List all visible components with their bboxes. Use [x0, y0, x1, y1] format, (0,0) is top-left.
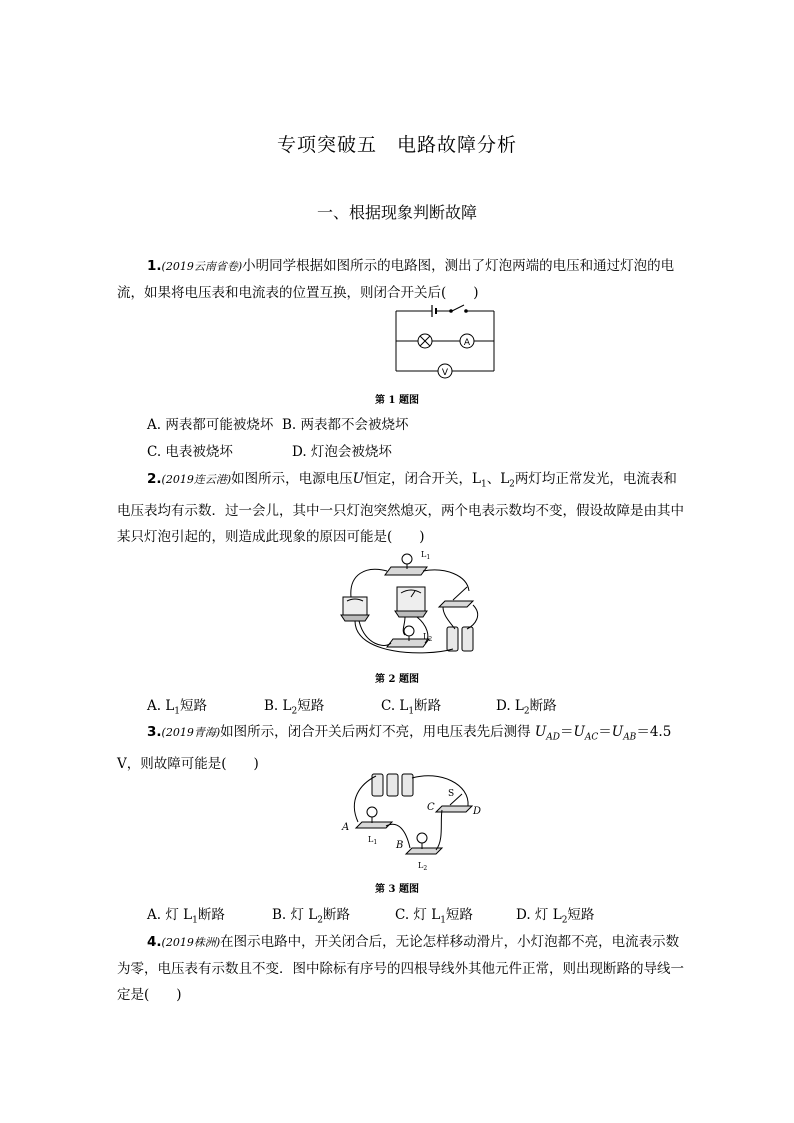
page-title: 专项突破五 电路故障分析 [276, 134, 517, 156]
circuit-diagram-3 [340, 770, 490, 874]
question-4 [117, 929, 687, 1008]
variable-u: U [352, 471, 364, 487]
question-text: 、L [486, 471, 510, 487]
question-1 [117, 253, 687, 306]
question-text: 小明同学根据如图所示的电路图，测出了灯泡两端的电压和通过灯泡的电流，如果将电压表和电流表的位置互换，则闭合开关后( ) [117, 258, 675, 301]
option-b: B. 灯 $L_2$断路 [272, 907, 350, 926]
subscript: 2 [509, 479, 515, 490]
point-a-label: A [342, 822, 350, 833]
option-a: A. 灯 $L_1$断路 [147, 907, 225, 926]
option-c: C. $L_1$断路 [381, 698, 442, 717]
figure-caption-1: 第 1 题图 [375, 395, 419, 406]
option-a: A. 两表都可能被烧坏 [147, 417, 274, 433]
question-text: 在图示电路中，开关闭合后，无论怎样移动滑片，小灯泡都不亮，电流表示数为零，电压表有示数且不变．图中除标有序号的四根导线外其他元件正常，则出现断路的导线一定是( ) [117, 934, 684, 1003]
switch-label: S [448, 789, 455, 799]
question-2 [117, 466, 687, 550]
subscript: 1 [480, 479, 487, 490]
question-text: 4.5 V，则故障可能是( ) [117, 724, 672, 772]
question-number: 4. [147, 934, 162, 950]
question-text: 如图所示，电源电压 [231, 471, 353, 487]
figure-caption-2: 第 2 题图 [375, 674, 419, 685]
lamp-l2-label: $L_2$ [418, 861, 428, 872]
question-number: 3. [147, 724, 162, 740]
question-number: 2. [147, 471, 162, 487]
option-b: B. 两表都不会被烧坏 [282, 417, 409, 433]
circuit-diagram-2 [335, 545, 495, 663]
question-text: 恒定，闭合开关，L [364, 471, 481, 487]
option-a: A. $L_1$短路 [147, 698, 208, 717]
question-number: 1. [147, 258, 162, 274]
option-c: C. 电表被烧坏 [147, 444, 233, 460]
ammeter-label: A [463, 338, 471, 348]
lamp-l1-label: $L_1$ [421, 550, 431, 561]
question-text: 两灯均正常发光，电流表和电压表均有示数．过一会儿，其中一只灯泡突然熄灭，两个电表示数均不变，假设故障是由其中某只灯泡引起的，则造成此现象的原因可能是( ) [117, 471, 684, 545]
question-source: (2019青海) [161, 726, 221, 739]
circuit-diagram-1 [390, 303, 500, 383]
option-d: D. 灯泡会被烧坏 [292, 444, 392, 460]
question-text: 如图所示，闭合开关后两灯不亮，用电压表先后测得 [220, 724, 531, 740]
option-d: D. $L_2$断路 [496, 698, 557, 717]
point-c-label: C [427, 802, 435, 813]
option-b: B. $L_2$短路 [264, 698, 325, 717]
figure-caption-3: 第 3 题图 [375, 884, 419, 895]
lamp-l1-label: $L_1$ [368, 835, 378, 846]
lamp-l2-label: $L_2$ [423, 632, 433, 643]
option-d: D. 灯 $L_2$短路 [516, 907, 595, 926]
section-title: 一、根据现象判断故障 [316, 203, 477, 222]
question-source: (2019株洲) [161, 936, 221, 949]
voltmeter-label: V [441, 368, 449, 378]
question-source: (2019连云港) [161, 473, 232, 486]
question-source: (2019云南省卷) [161, 260, 243, 273]
point-b-label: B [396, 840, 404, 851]
question-3: 3.(2019青海)如图所示，闭合开关后两灯不亮，用电压表先后测得 $U_{AD}=U_{AC}=U_{AB}=4.5$ V，则故障可能是( ) [117, 724, 672, 772]
point-d-label: D [473, 806, 482, 817]
option-c: C. 灯 $L_1$短路 [395, 907, 473, 926]
